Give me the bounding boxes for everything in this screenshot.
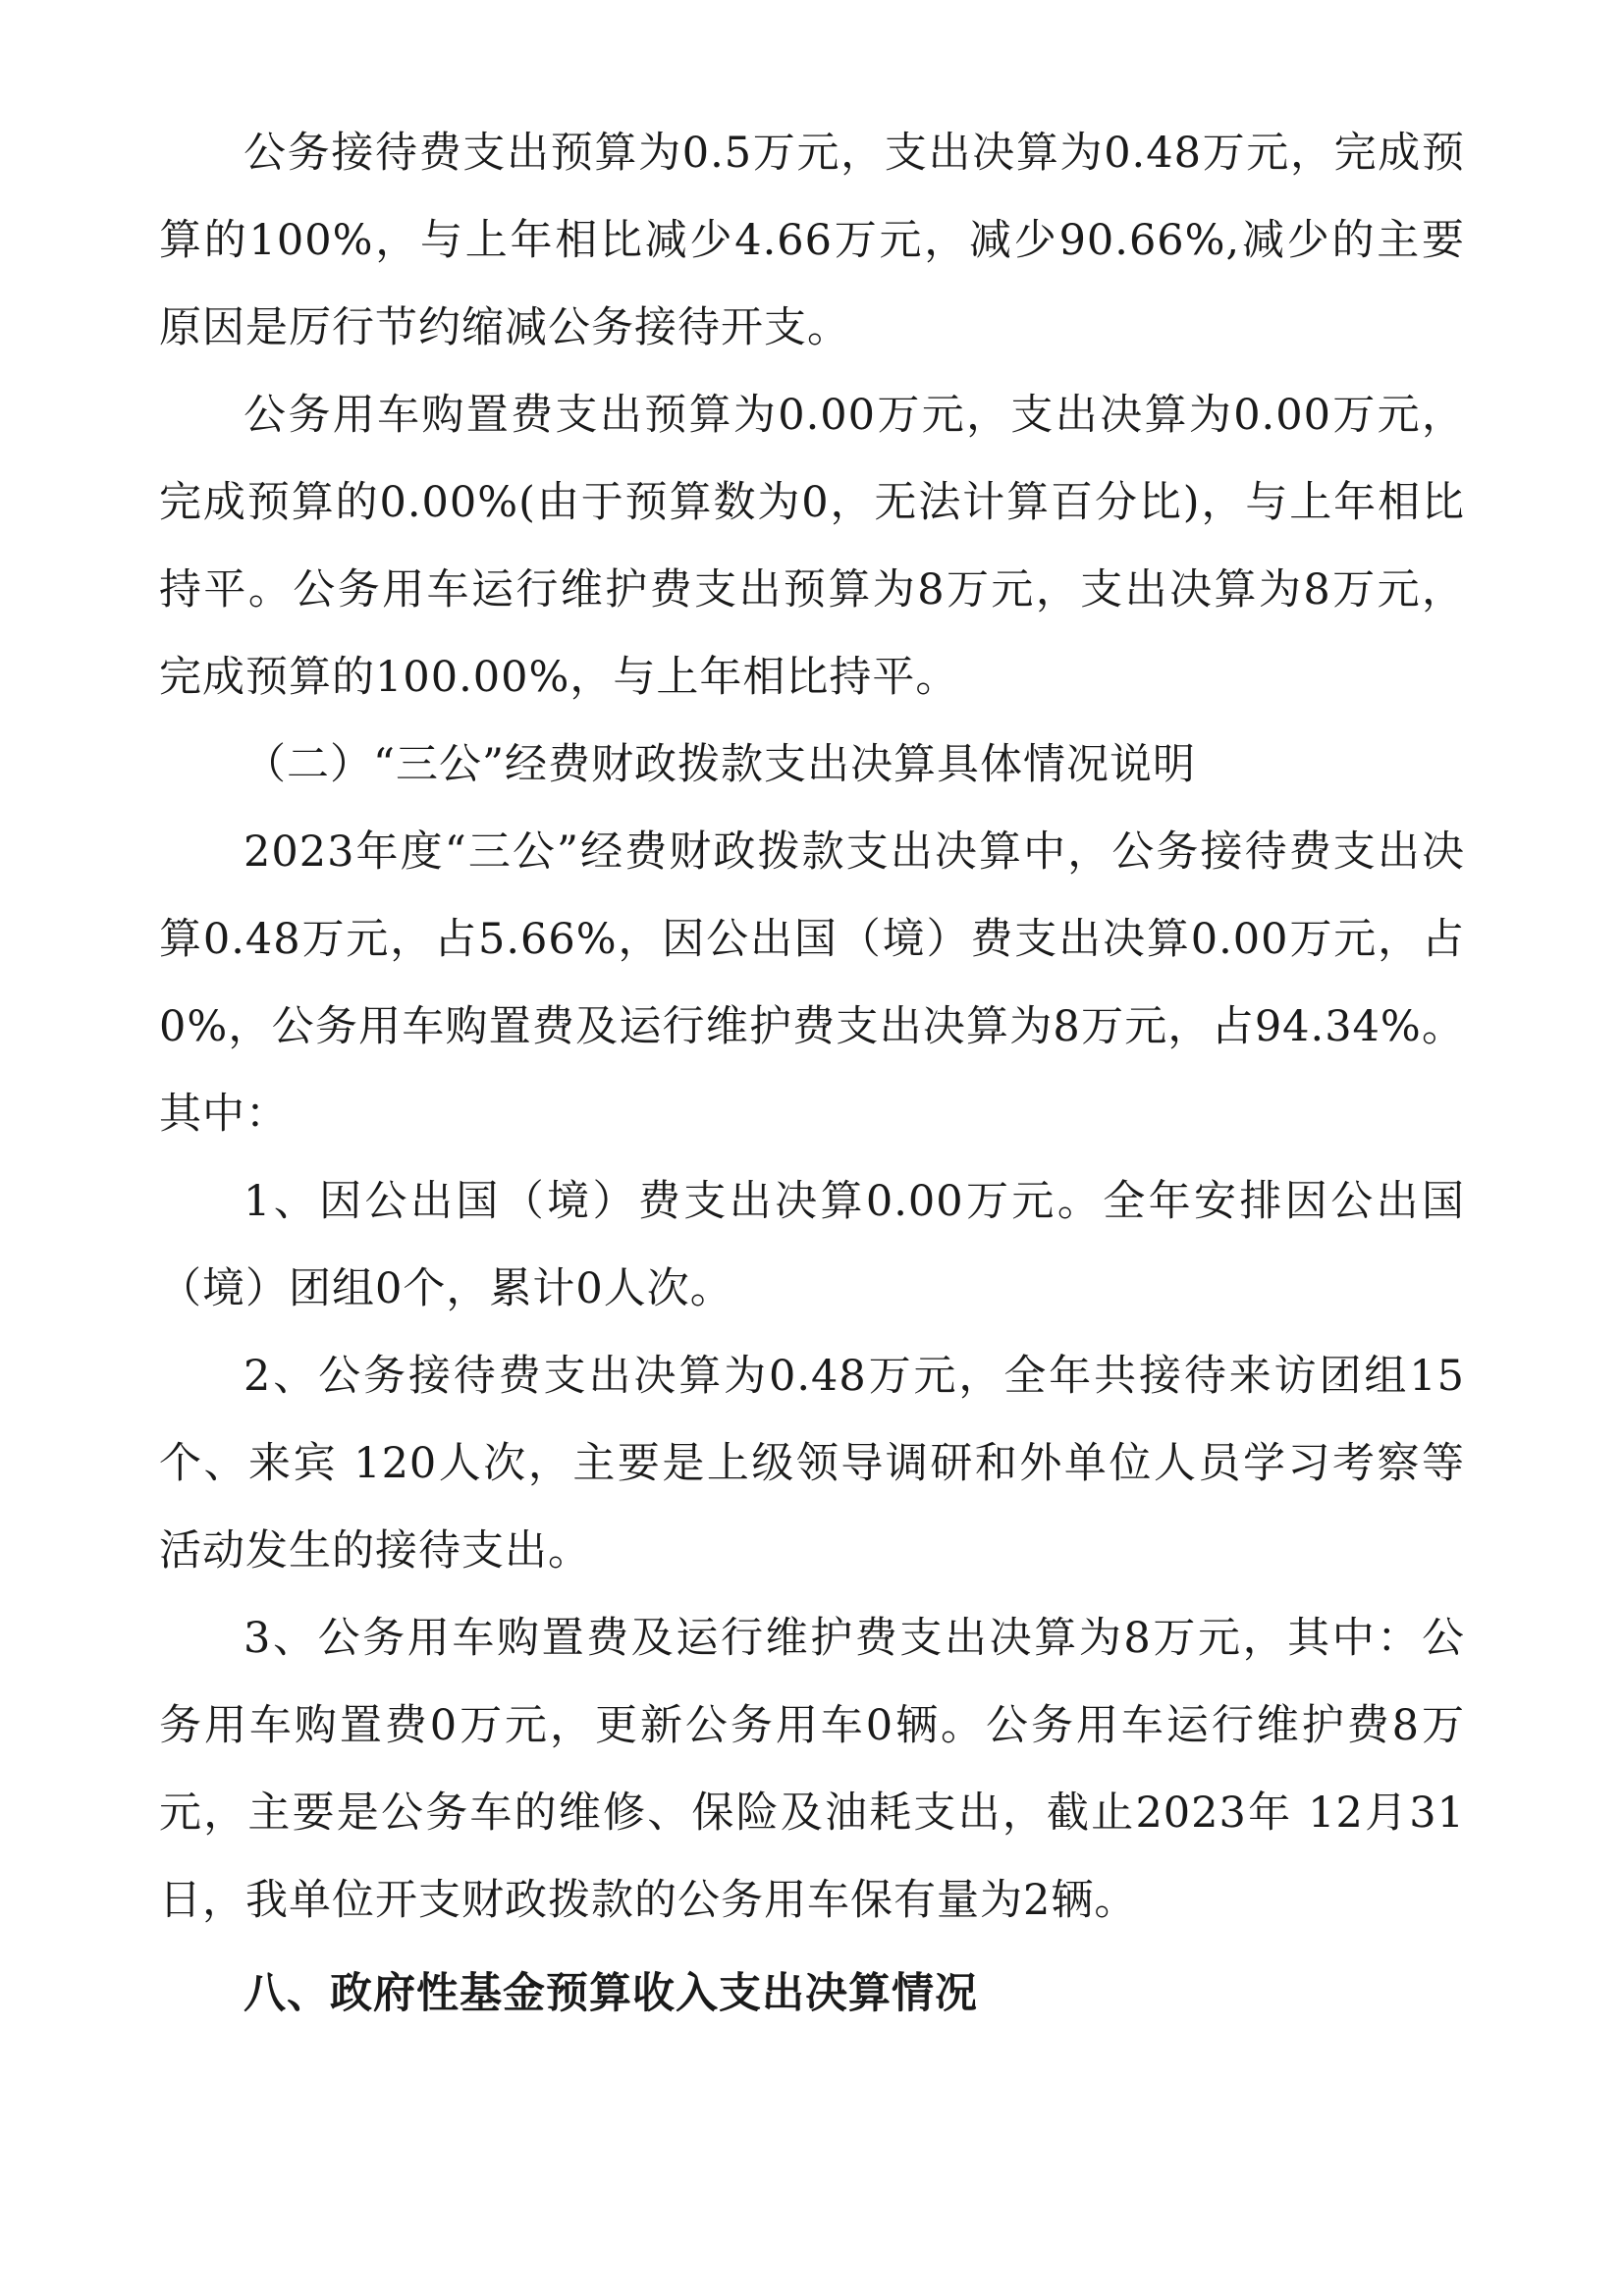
section-heading: 八、政府性基金预算收入支出决算情况 [244,1969,978,2018]
subsection-heading: （二）“三公”经费财政拨款支出决算具体情况说明 [244,740,1196,789]
paragraph-overseas-travel: 1、因公出国（境）费支出决算0.00万元。全年安排因公出国（境）团组0个，累计0人次。 [159,1177,1465,1313]
document-body [159,110,1465,2038]
paragraph-reception-detail: 2、公务接待费支出决算为0.48万元，全年共接待来访团组15个、来宾 120人次，主要是上级领导调研和外单位人员学习考察等活动发生的接待支出。 [159,1352,1465,1575]
paragraph-three-public-summary: 2023年度“三公”经费财政拨款支出决算中，公务接待费支出决算0.48万元，占5.66%，因公出国（境）费支出决算0.00万元，占0%，公务用车购置费及运行维护费支出决算为8万元，占94.34%。其中： [159,828,1465,1139]
paragraph-reception-budget: 公务接待费支出预算为0.5万元，支出决算为0.48万元，完成预算的100%，与上年相比减少4.66万元，减少90.66%,减少的主要原因是厉行节约缩减公务接待开支。 [159,129,1465,352]
paragraph-vehicle-budget: 公务用车购置费支出预算为0.00万元，支出决算为0.00万元，完成预算的0.00%(由于预算数为0，无法计算百分比)，与上年相比持平。公务用车运行维护费支出预算为8万元，支出决算为8万元，完成预算的100.00%，与上年相比持平。 [159,391,1465,702]
paragraph-vehicle-detail: 3、公务用车购置费及运行维护费支出决算为8万元，其中：公务用车购置费0万元，更新公务用车0辆。公务用车运行维护费8万元，主要是公务车的维修、保险及油耗支出，截止2023年 12月31日，我单位开支财政拨款的公务用车保有量为2辆。 [159,1614,1465,1925]
